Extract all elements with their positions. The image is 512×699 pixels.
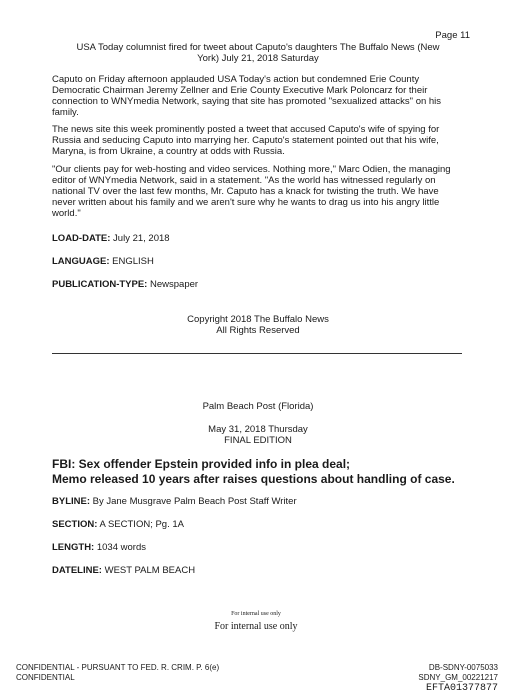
load-date [52,233,170,244]
publication-type-value: Newspaper [150,279,199,290]
length-value: 1034 words [96,542,146,553]
internal-use-small: For internal use only [231,611,281,617]
length [52,542,146,553]
load-date-value: July 21, 2018 [113,233,170,244]
bates-number-1: DB-SDNY-0075033 [428,663,498,672]
article-header [52,42,464,64]
language-label: LANGUAGE: [52,256,110,267]
publication-date [52,424,464,446]
language [52,256,154,267]
dateline [52,565,195,576]
internal-use-large: For internal use only [214,621,298,632]
efta-number: EFTA01377877 [425,683,498,694]
publication-type-label: PUBLICATION-TYPE: [52,279,148,290]
divider [52,353,462,354]
paragraph-2: The news site this week prominently posted a tweet that accused Caputo's wife of spying for Russia and seducing Caputo into marrying her. Caputo's statement pointed out that his wife, Maryna, is from Ukraine, a country at odds with Russia. [52,124,440,157]
section [52,519,184,530]
section-value: A SECTION; Pg. 1A [99,519,184,530]
headline-line-1: FBI: Sex offender Epstein provided info in plea deal; [52,457,351,471]
copyright [52,314,464,336]
publication-type [52,279,198,290]
date-line: May 31, 2018 Thursday [208,424,308,435]
edition-line: FINAL EDITION [224,435,292,446]
load-date-label: LOAD-DATE: [52,233,111,244]
footer-left [16,663,219,683]
section-label: SECTION: [52,519,98,530]
article-headline [52,457,472,487]
footer-confidential-1: CONFIDENTIAL - PURSUANT TO FED. R. CRIM. P. 6(e) [16,663,220,672]
length-label: LENGTH: [52,542,95,553]
byline-label: BYLINE: [52,496,90,507]
paragraph-3: "Our clients pay for web-hosting and video services. Nothing more," Marc Odien, the managing editor of WNYmedia Network, said in a statement. "As the world has witnessed regularly on national TV over the last few months, Mr. Caputo has a knack for twisting the truth. We have never written about his family and we aren't sure why he wants to drag us into his angry little world." [52,164,451,219]
dateline-label: DATELINE: [52,565,102,576]
copyright-line-1: Copyright 2018 The Buffalo News [187,314,329,325]
header-line-1: USA Today columnist fired for tweet about Caputo's daughters The Buffalo News (New [76,42,440,53]
dateline-value: WEST PALM BEACH [104,565,196,576]
header-line-2: York) July 21, 2018 Saturday [197,53,319,64]
copyright-line-2: All Rights Reserved [216,325,300,336]
paragraph-1: Caputo on Friday afternoon applauded USA Today's action but condemned Erie County Democratic Chairman Jeremy Zellner and Erie County Executive Mark Poloncarz for their connection to WNYmedia Network, saying that site has promoted "sexualized attacks" on his family. [52,74,442,118]
footer-confidential-2: CONFIDENTIAL [16,673,75,682]
page-number: Page 11 [435,30,470,41]
bates-number-2: SDNY_GM_00221217 [418,673,498,682]
footer-right [418,663,498,694]
language-value: ENGLISH [112,256,154,267]
byline-value: By Jane Musgrave Palm Beach Post Staff Writer [92,496,297,507]
headline-line-2: Memo released 10 years after raises questions about handling of case. [52,472,455,486]
source-name: Palm Beach Post (Florida) [202,401,314,412]
byline [52,496,297,507]
